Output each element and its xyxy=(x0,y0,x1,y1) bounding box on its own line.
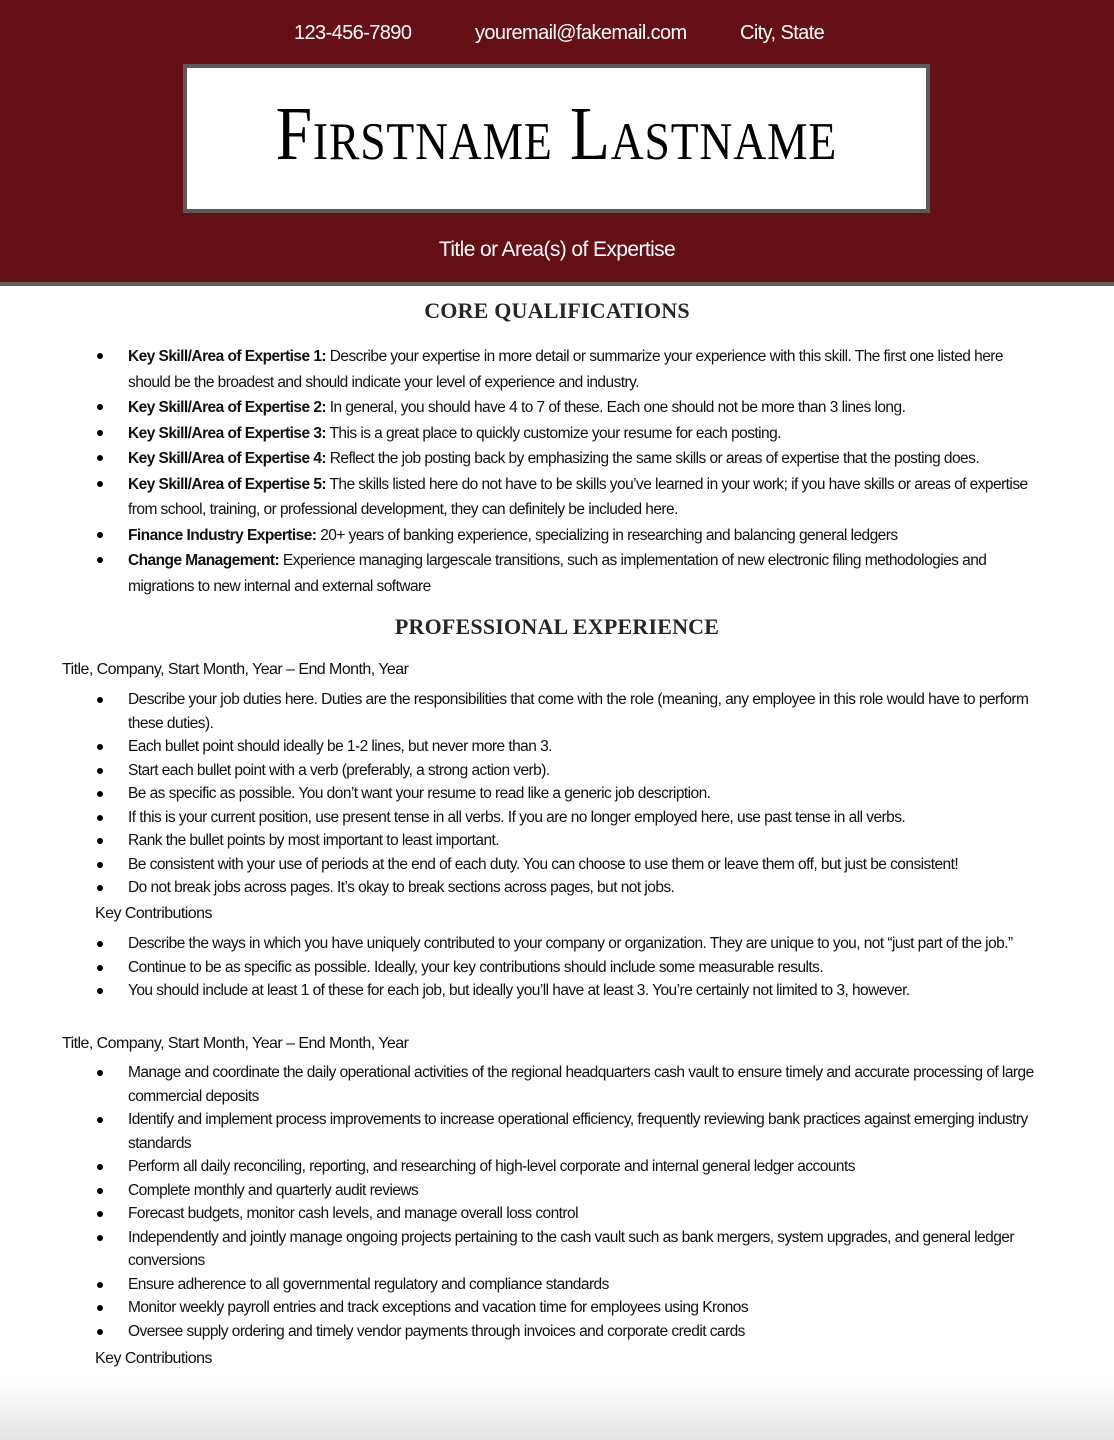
list-item: Start each bullet point with a verb (preferably, a strong action verb). xyxy=(95,759,1045,783)
list-item: Each bullet point should ideally be 1-2 lines, but never more than 3. xyxy=(95,735,1045,759)
list-item: Describe your job duties here. Duties are the responsibilities that come with the role (meaning, any employee in this role would have to perform these duties). xyxy=(95,688,1045,735)
list-item: Key Skill/Area of Expertise 5: The skills listed here do not have to be skills you’ve learned in your work; if you have skills or areas of expertise from school, training, or professional development, they can definitely be included here. xyxy=(95,472,1045,523)
job-line: Title, Company, Start Month, Year – End Month, Year xyxy=(62,1035,409,1052)
key-contributions-label: Key Contributions xyxy=(95,1350,212,1367)
list-item: Do not break jobs across pages. It’s okay to break sections across pages, but not jobs. xyxy=(95,876,1045,900)
list-item: You should include at least 1 of these for each job, but ideally you’ll have at least 3. You’re certainly not limited to 3, however. xyxy=(95,979,1045,1003)
list-item: Manage and coordinate the daily operational activities of the regional headquarters cash vault to ensure timely and accurate processing of large commercial deposits xyxy=(95,1061,1045,1108)
list-item: Describe the ways in which you have uniquely contributed to your company or organization. They are unique to you, not “just part of the job.” xyxy=(95,932,1045,956)
list-item: Independently and jointly manage ongoing projects pertaining to the cash vault such as bank mergers, system upgrades, and general ledger conversions xyxy=(95,1226,1045,1273)
list-item: Complete monthly and quarterly audit reviews xyxy=(95,1179,1045,1203)
list-item: Be as specific as possible. You don’t want your resume to read like a generic job description. xyxy=(95,782,1045,806)
professional-experience-heading: PROFESSIONAL EXPERIENCE xyxy=(394,614,720,639)
list-item: Monitor weekly payroll entries and track exceptions and vacation time for employees using Kronos xyxy=(95,1296,1045,1320)
name-box xyxy=(183,64,930,213)
list-item: Oversee supply ordering and timely vendor payments through invoices and corporate credit cards xyxy=(95,1320,1045,1344)
location: City, State xyxy=(740,22,825,44)
list-item: Finance Industry Expertise: 20+ years of banking experience, specializing in researching and balancing general ledgers xyxy=(95,523,1045,549)
list-item: Key Skill/Area of Expertise 3: This is a great place to quickly customize your resume for each posting. xyxy=(95,421,1045,447)
full-name: Firstname Lastname xyxy=(275,92,838,176)
job-line: Title, Company, Start Month, Year – End Month, Year xyxy=(62,661,409,678)
list-item: Change Management: Experience managing largescale transitions, such as implementation of new electronic filing methodologies and migrations to new internal and external software xyxy=(95,548,1045,599)
key-contributions-label: Key Contributions xyxy=(95,905,212,922)
list-item: Perform all daily reconciling, reporting, and researching of high-level corporate and internal general ledger accounts xyxy=(95,1155,1045,1179)
core-qualifications-list xyxy=(95,344,1045,599)
list-item: Be consistent with your use of periods at the end of each duty. You can choose to use them or leave them off, but just be consistent! xyxy=(95,853,1045,877)
page-bottom-shadow xyxy=(0,1380,1114,1440)
email: youremail@fakemail.com xyxy=(475,22,687,44)
list-item: Continue to be as specific as possible. Ideally, your key contributions should include some measurable results. xyxy=(95,956,1045,980)
professional-title: Title or Area(s) of Expertise xyxy=(438,238,676,261)
list-item: Key Skill/Area of Expertise 2: In general, you should have 4 to 7 of these. Each one should not be more than 3 lines long. xyxy=(95,395,1045,421)
list-item: Key Skill/Area of Expertise 1: Describe your expertise in more detail or summarize your experience with this skill. The first one listed here should be the broadest and should indicate your level of experience and industry. xyxy=(95,344,1045,395)
header-band xyxy=(0,0,1114,286)
list-item: Rank the bullet points by most important to least important. xyxy=(95,829,1045,853)
list-item: Key Skill/Area of Expertise 4: Reflect the job posting back by emphasizing the same skills or areas of expertise that the posting does. xyxy=(95,446,1045,472)
key-contributions-list xyxy=(95,932,1045,1003)
list-item: If this is your current position, use present tense in all verbs. If you are no longer employed here, use past tense in all verbs. xyxy=(95,806,1045,830)
job-duties-list xyxy=(95,688,1045,900)
job-duties-list xyxy=(95,1061,1045,1343)
phone: 123-456-7890 xyxy=(294,22,412,44)
list-item: Identify and implement process improvements to increase operational efficiency, frequently reviewing bank practices against emerging industry standards xyxy=(95,1108,1045,1155)
list-item: Ensure adherence to all governmental regulatory and compliance standards xyxy=(95,1273,1045,1297)
list-item: Forecast budgets, monitor cash levels, and manage overall loss control xyxy=(95,1202,1045,1226)
core-qualifications-heading: CORE QUALIFICATIONS xyxy=(424,298,690,323)
